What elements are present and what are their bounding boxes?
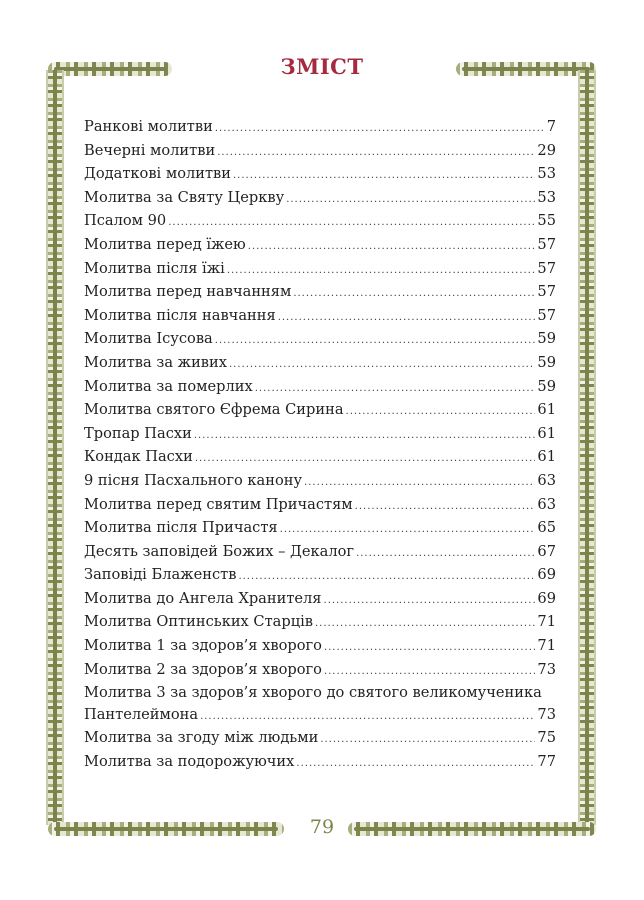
- toc-entry[interactable]: [84, 352, 556, 376]
- toc-entry[interactable]: [84, 564, 556, 588]
- dot-leader: [229, 354, 535, 376]
- toc-entry-title: Молитва Оптинських Старців: [84, 613, 313, 631]
- dot-leader: [324, 590, 536, 612]
- toc-entry[interactable]: [84, 751, 556, 775]
- dot-leader: [304, 472, 535, 494]
- dot-leader: [315, 613, 535, 635]
- toc-entry[interactable]: [84, 704, 556, 728]
- toc-entry-title: Молитва Ісусова: [84, 330, 213, 348]
- toc-entry-line1: Молитва 3 за здоров’я хворого до святого великомученика: [84, 684, 542, 702]
- toc-entry-title: Молитва 1 за здоров’я хворого: [84, 637, 322, 655]
- dot-leader: [195, 448, 536, 470]
- toc-entry-page: 61: [537, 424, 556, 442]
- toc-entry[interactable]: [84, 446, 556, 470]
- toc-entry[interactable]: [84, 727, 556, 751]
- frame-right-border: [578, 70, 596, 825]
- toc-entry-page: 63: [537, 495, 556, 513]
- dot-leader: [278, 307, 536, 329]
- dot-leader: [227, 260, 536, 282]
- toc-entry-title: 9 пісня Пасхального канону: [84, 471, 303, 489]
- toc-entry[interactable]: [84, 517, 556, 541]
- toc-entry[interactable]: [84, 187, 556, 211]
- toc-entry-page: 7: [546, 118, 556, 135]
- toc-entry-page: 61: [537, 401, 556, 419]
- toc-entry-title: Молитва після їжі: [84, 259, 225, 277]
- toc-entry-title: Молитва за Святу Церкву: [84, 188, 285, 206]
- toc-entry[interactable]: [84, 140, 556, 164]
- toc-entry-title: Молитва перед святим Причастям: [84, 495, 353, 513]
- toc-entry-title: Молитва після навчання: [84, 306, 276, 324]
- toc-entry[interactable]: [84, 541, 556, 565]
- toc-entry[interactable]: [84, 423, 556, 447]
- dot-leader: [356, 543, 535, 565]
- toc-entry-title: Молитва до Ангела Хранителя: [84, 589, 322, 607]
- toc-entry-title: Тропар Пасхи: [84, 424, 192, 442]
- toc-entry-page: 61: [537, 448, 556, 466]
- dot-leader: [320, 729, 535, 751]
- toc-entry-page: 59: [537, 353, 556, 371]
- toc-entry-title: Молитва за живих: [84, 353, 227, 371]
- toc-entry-title: Молитва перед навчанням: [84, 283, 292, 301]
- dot-leader: [215, 118, 545, 140]
- toc-entry-page: 29: [537, 141, 556, 159]
- toc-entry[interactable]: [84, 611, 556, 635]
- dot-leader: [346, 401, 536, 423]
- toc-entry-page: 77: [537, 753, 556, 771]
- dot-leader: [215, 330, 536, 352]
- toc-entry-page: 69: [537, 589, 556, 607]
- toc-entry-page: 57: [537, 259, 556, 277]
- dot-leader: [255, 378, 536, 400]
- toc-entry-title: Вечерні молитви: [84, 141, 216, 159]
- toc-entry[interactable]: [84, 588, 556, 612]
- toc-entry-title: Кондак Пасхи: [84, 448, 193, 466]
- toc-entry-title: Молитва після Причастя: [84, 519, 278, 537]
- toc-entry-title: Додаткові молитви: [84, 165, 231, 183]
- toc-entry[interactable]: [84, 258, 556, 282]
- dot-leader: [233, 165, 535, 187]
- toc-entry-page: 57: [537, 283, 556, 301]
- toc-entry-page: 75: [537, 729, 556, 747]
- toc-entry[interactable]: [84, 305, 556, 329]
- toc-entry-title: Молитва за подорожуючих: [84, 753, 295, 771]
- dot-leader: [296, 753, 535, 775]
- toc-entry[interactable]: [84, 116, 556, 140]
- page-number: 79: [309, 816, 335, 838]
- toc-entry-title: Ранкові молитви: [84, 118, 213, 135]
- toc-entry[interactable]: [84, 328, 556, 352]
- dot-leader: [355, 496, 536, 518]
- toc-entry[interactable]: [84, 470, 556, 494]
- toc-entry-title: Молитва за померлих: [84, 377, 253, 395]
- toc-entry[interactable]: [84, 494, 556, 518]
- dot-leader: [238, 566, 535, 588]
- toc-entry[interactable]: [84, 234, 556, 258]
- frame-left-border: [46, 70, 64, 825]
- dot-leader: [194, 425, 536, 447]
- toc-entry-title: Десять заповідей Божих – Декалог: [84, 542, 355, 560]
- toc-entry-page: 71: [537, 613, 556, 631]
- toc-entry-page: 55: [537, 212, 556, 230]
- toc-entry-page: 53: [537, 188, 556, 206]
- toc-entry[interactable]: [84, 163, 556, 187]
- toc-entry[interactable]: [84, 210, 556, 234]
- toc-entry-title: Пантелеймона: [84, 705, 199, 723]
- dot-leader: [217, 142, 535, 164]
- toc-entry-title: Молитва 2 за здоров’я хворого: [84, 660, 322, 678]
- dot-leader: [280, 519, 536, 541]
- toc-entry-title: Молитва перед їжею: [84, 235, 246, 253]
- page-title: ЗМІСТ: [280, 54, 364, 79]
- toc-entry-page: 71: [537, 637, 556, 655]
- toc-entry-page: 73: [537, 660, 556, 678]
- toc-entry[interactable]: [84, 659, 556, 683]
- toc-entry-page: 57: [537, 235, 556, 253]
- toc-entry-title: Молитва святого Єфрема Сирина: [84, 401, 344, 419]
- toc-entry-page: 67: [537, 542, 556, 560]
- toc-entry-page: 63: [537, 471, 556, 489]
- toc-entry[interactable]: [84, 635, 556, 659]
- toc-entry-title: Молитва за згоду між людьми: [84, 729, 319, 747]
- dot-leader: [324, 661, 535, 683]
- dot-leader: [286, 189, 535, 211]
- dot-leader: [200, 706, 535, 728]
- toc-entry[interactable]: [84, 281, 556, 305]
- toc-entry-title: Заповіді Блаженств: [84, 566, 237, 584]
- toc-entry-page: 59: [537, 377, 556, 395]
- toc-entry[interactable]: [84, 399, 556, 423]
- toc-entry-page: 65: [537, 519, 556, 537]
- toc-entry-page: 57: [537, 306, 556, 324]
- dot-leader: [248, 236, 536, 258]
- toc-entry[interactable]: [84, 376, 556, 400]
- dot-leader: [293, 283, 535, 305]
- toc-entry-page: 59: [537, 330, 556, 348]
- toc-entry-page: 69: [537, 566, 556, 584]
- table-of-contents: [84, 116, 556, 775]
- toc-entry-title: Псалом 90: [84, 212, 167, 230]
- dot-leader: [168, 212, 535, 234]
- dot-leader: [324, 637, 535, 659]
- toc-entry-page: 53: [537, 165, 556, 183]
- toc-entry-page: 73: [537, 705, 556, 723]
